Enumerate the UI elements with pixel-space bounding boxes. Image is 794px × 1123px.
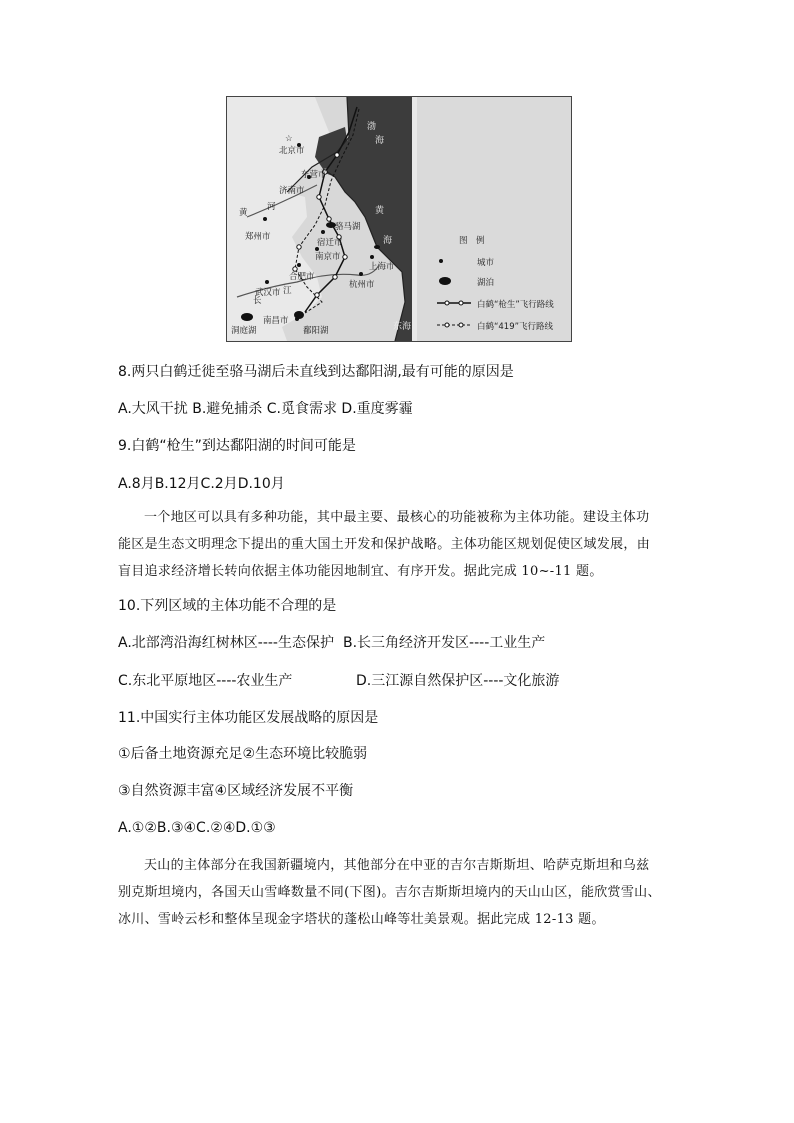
question-11-statements-1: ①后备土地资源充足②生态环境比较脆弱: [118, 746, 368, 762]
label-nanjing: 南京市: [315, 252, 341, 262]
label-beijing: 北京市: [279, 146, 305, 156]
passage-1-line-2: 能区是生态文明理念下提出的重大国土开发和保护战略。主体功能区规划促使区域发展，由: [118, 537, 651, 552]
label-hefei: 合肥市: [289, 272, 315, 282]
label-poyang: 鄱阳湖: [303, 326, 329, 336]
label-huanghai-1: 黄: [375, 206, 385, 216]
legend-lake-icon: [439, 277, 451, 285]
passage-1-line-1: 一个地区可以具有多种功能，其中最主要、最核心的功能被称为主体功能。建设主体功: [144, 510, 650, 525]
question-9: 9.白鹤“枪生”到达鄱阳湖的时间可能是: [118, 438, 356, 454]
label-chang-2: 江: [283, 286, 292, 296]
dongting-lake: [241, 313, 253, 321]
label-huanghai-2: 海: [383, 236, 393, 246]
legend-lake: 湖泊: [477, 278, 495, 288]
passage-tianshan: [118, 852, 678, 933]
poyang-lake: [294, 311, 304, 319]
label-zhengzhou: 郑州市: [245, 232, 271, 242]
passage-2-line-2: 别克斯坦境内，各国天山雪峰数量不同(下图)。吉尔吉斯斯坦境内的天山山区，能欣赏雪山、: [118, 885, 661, 900]
label-bohai-1: 渤: [367, 122, 377, 132]
migration-map: [226, 96, 572, 342]
label-huang-1: 黄: [239, 208, 248, 218]
question-11: 11.中国实行主体功能区发展战略的原因是: [118, 710, 379, 726]
map-svg: [227, 97, 571, 341]
legend-route-a: 白鹤“枪生”飞行路线: [477, 300, 554, 310]
question-10-option-d: D.三江源自然保护区----文化旅游: [356, 673, 560, 689]
label-hangzhou: 杭州市: [349, 280, 375, 290]
question-10-option-c: C.东北平原地区----农业生产: [118, 673, 293, 689]
passage-1-line-3: 盲目追求经济增长转向依据主体功能因地制宜、有序开发。据此完成 10~-11 题。: [118, 564, 603, 579]
passage-functional-zones: [118, 504, 678, 585]
beijing-star-icon: ☆: [285, 134, 293, 144]
passage-2-line-3: 冰川、雪岭云杉和整体呈现金字塔状的蓬松山峰等壮美景观。据此完成 12-13 题。: [118, 912, 605, 927]
legend-title: 图 例: [459, 236, 485, 246]
label-dongying: 东营市: [301, 170, 327, 180]
label-dongting: 洞庭湖: [231, 326, 257, 336]
label-jinan: 济南市: [279, 186, 305, 196]
legend-city-dot: [439, 259, 443, 263]
label-wuhan: 武汉市: [255, 288, 281, 298]
label-suqian: 宿迁市: [317, 238, 343, 248]
passage-2-line-1: 天山的主体部分在我国新疆境内，其他部分在中亚的吉尔吉斯斯坦、哈萨克斯坦和乌兹: [144, 858, 650, 873]
legend-route-b: 白鹤“419”飞行路线: [477, 322, 554, 332]
question-9-options: A.8月B.12月C.2月D.10月: [118, 476, 285, 492]
label-nanchang: 南昌市: [263, 316, 289, 326]
question-8: 8.两只白鹤迁徙至骆马湖后未直线到达鄱阳湖,最有可能的原因是: [118, 364, 514, 380]
question-8-options: A.大风干扰 B.避免捕杀 C.觅食需求 D.重度雾霾: [118, 401, 413, 417]
question-11-options: A.①②B.③④C.②④D.①③: [118, 820, 276, 836]
question-10: 10.下列区域的主体功能不合理的是: [118, 598, 337, 614]
question-10-option-b: B.长三角经济开发区----工业生产: [343, 635, 546, 651]
question-10-option-a: A.北部湾沿海红树林区----生态保护: [118, 635, 334, 651]
label-chang-1: 长: [253, 296, 262, 306]
legend-city: 城市: [477, 258, 495, 268]
label-huang-2: 河: [267, 202, 276, 212]
label-luomahu: 骆马湖: [335, 222, 361, 232]
label-donghai: 东海: [393, 322, 412, 332]
question-11-statements-2: ③自然资源丰富④区域经济发展不平衡: [118, 783, 354, 799]
label-shanghai: 上海市: [369, 262, 395, 272]
label-bohai-2: 海: [375, 136, 385, 146]
